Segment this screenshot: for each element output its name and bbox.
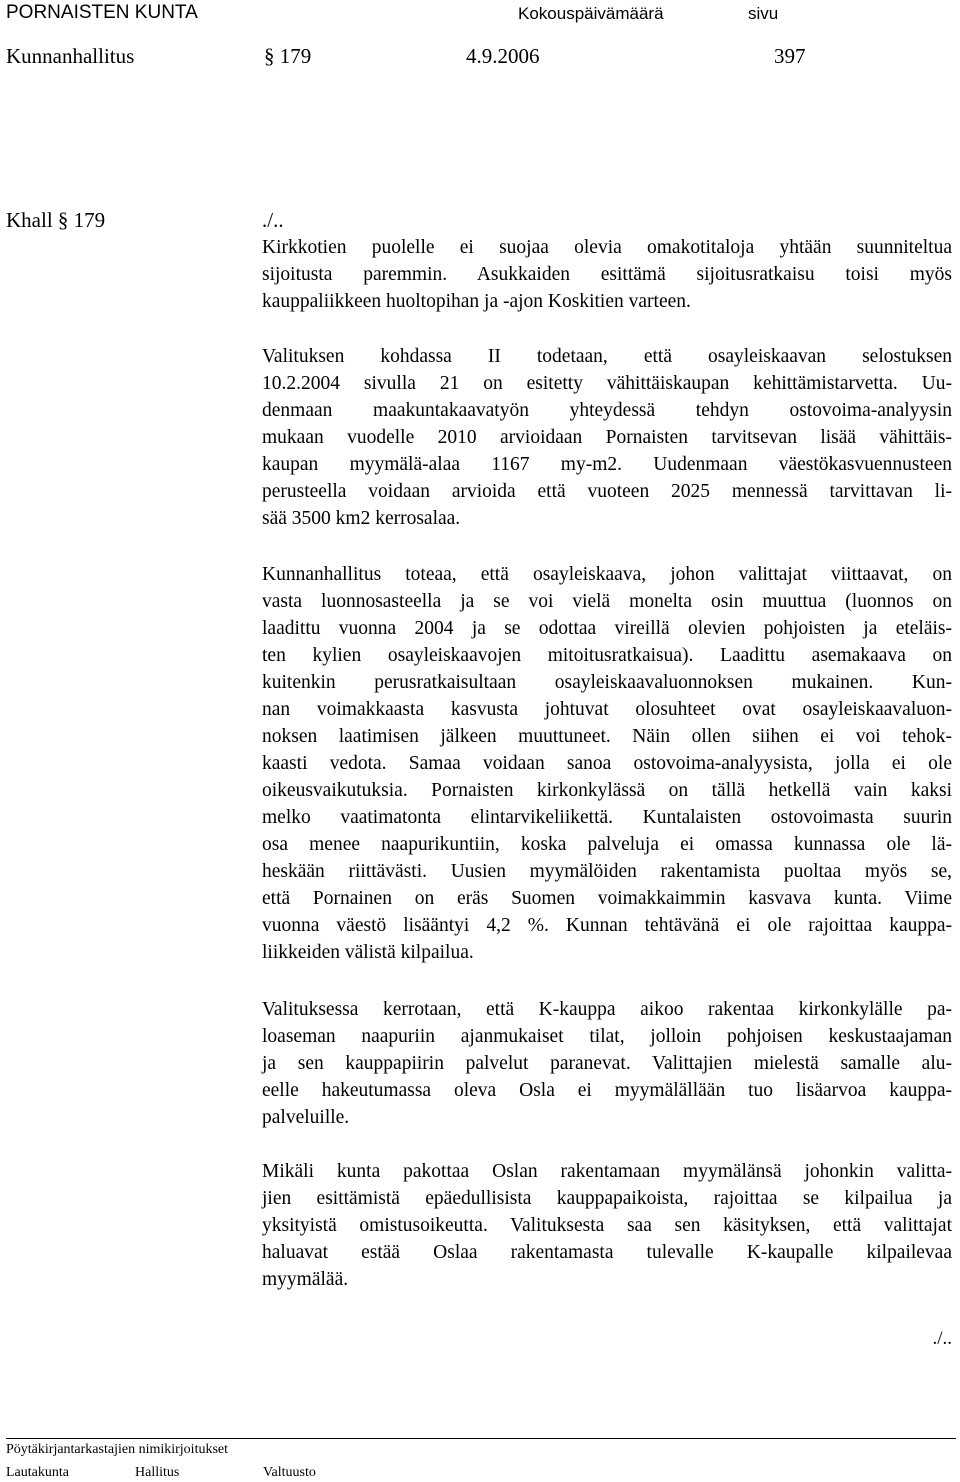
section-number: § 179 xyxy=(264,44,312,68)
paragraph-line: jien esittämistä epäedullisista kauppapaikoista, rajoittaa se kilpailua ja xyxy=(262,1188,952,1209)
paragraph-line: osa menee naapurikuntiin, koska palveluja ei omassa kunnassa ole lä- xyxy=(262,834,952,855)
paragraph-line: ja sen kauppapiirin palvelut paranevat. Valittajien mielestä samalle alu- xyxy=(262,1053,952,1074)
paragraph-line: noksen laatimisen jälkeen muuttuneet. Näin ollen siihen ei voi tehok- xyxy=(262,726,952,747)
paragraph-line: heskään riittävästi. Uusien myymälöiden rakentamista puoltaa myös se, xyxy=(262,861,952,882)
paragraph-line: vuonna väestö lisääntyi 4,2 %. Kunnan tehtävänä ei ole rajoittaa kauppa- xyxy=(262,915,952,936)
organization-name: PORNAISTEN KUNTA xyxy=(6,2,198,23)
paragraph-line: eelle hakeutumassa oleva Osla ei myymälällään tuo lisäarvoa kauppa- xyxy=(262,1080,952,1101)
paragraph-line: palveluille. xyxy=(262,1107,350,1128)
paragraph-line: Valituksen kohdassa II todetaan, että osayleiskaavan selostuksen xyxy=(262,346,952,367)
paragraph-line: mukaan vuodelle 2010 arvioidaan Pornaisten tarvitsevan lisää vähittäis- xyxy=(262,427,952,448)
footer-divider xyxy=(6,1438,956,1439)
continuation-marker-bottom: ./.. xyxy=(932,1328,952,1349)
signature-lautakunta: Lautakunta xyxy=(6,1465,69,1480)
paragraph-line: Kunnanhallitus toteaa, että osayleiskaava, johon valittajat viittaavat, on xyxy=(262,564,952,585)
meeting-date: 4.9.2006 xyxy=(466,44,540,68)
paragraph-line: 10.2.2004 sivulla 21 on esitetty vähittäiskaupan kehittämistarvetta. Uu- xyxy=(262,373,952,394)
paragraph-4 xyxy=(262,996,952,1131)
paragraph-line: Mikäli kunta pakottaa Oslan rakentamaan myymälänsä johonkin valitta- xyxy=(262,1161,952,1182)
paragraph-line: ten kylien osayleiskaavojen mitoitusratkaisua). Laadittu asemakaava on xyxy=(262,645,952,666)
footer-signatures-title: Pöytäkirjantarkastajien nimikirjoitukset xyxy=(6,1442,229,1457)
paragraph-line: perusteella voidaan arvioida että vuoteen 2025 mennessä tarvittavan li- xyxy=(262,481,952,502)
paragraph-line: kaasti vedota. Samaa voidaan sanoa ostovoima-analyysista, jolla ei ole xyxy=(262,753,952,774)
paragraph-line: myymälää. xyxy=(262,1269,349,1290)
paragraph-line: kuitenkin perusratkaisultaan osayleiskaavaluonnoksen mukainen. Kun- xyxy=(262,672,952,693)
paragraph-line: Kirkkotien puolelle ei suojaa olevia omakotitaloja yhtään suunniteltua xyxy=(262,237,952,258)
paragraph-line: melko vaatimatonta elintarvikeliikettä. Kuntalaisten ostovoimasta suurin xyxy=(262,807,952,828)
paragraph-line: kaupan myymälä-alaa 1167 my-m2. Uudenmaan väestökasvuennusteen xyxy=(262,454,952,475)
governing-body-name: Kunnanhallitus xyxy=(6,44,135,68)
paragraph-line: nan voimakkaasta kasvusta johtuvat olosuhteet ovat osayleiskaavaluon- xyxy=(262,699,952,720)
page-label: sivu xyxy=(748,4,779,23)
paragraph-line: loaseman naapuriin ajanmukaiset tilat, jolloin pohjoisen keskustaajaman xyxy=(262,1026,952,1047)
paragraph-2 xyxy=(262,343,952,532)
paragraph-line: yksityistä omistusoikeutta. Valituksesta saa sen käsityksen, että valittajat xyxy=(262,1215,952,1236)
paragraph-line: liikkeiden välistä kilpailua. xyxy=(262,942,474,963)
continuation-marker-top: ./.. xyxy=(262,208,284,232)
paragraph-line: sää 3500 km2 kerrosalaa. xyxy=(262,508,461,529)
paragraph-line: denmaan maakuntakaavatyön yhteydessä tehdyn ostovoima-analyysin xyxy=(262,400,952,421)
paragraph-3 xyxy=(262,561,952,966)
paragraph-line: laadittu vuonna 2004 ja se odottaa vireillä olevien pohjoisten ja eteläis- xyxy=(262,618,952,639)
paragraph-line: haluavat estää Oslaa rakentamasta tulevalle K-kaupalle kilpailevaa xyxy=(262,1242,952,1263)
paragraph-line: kauppaliikkeen huoltopihan ja -ajon Koskitien varteen. xyxy=(262,291,691,312)
section-marker: Khall § 179 xyxy=(6,208,106,232)
paragraph-line: vasta luonnosasteella ja se voi vielä monelta osin muuttua (luonnos on xyxy=(262,591,952,612)
signature-valtuusto: Valtuusto xyxy=(263,1465,316,1480)
signature-hallitus: Hallitus xyxy=(135,1465,180,1480)
page-number: 397 xyxy=(774,44,806,68)
paragraph-line: Valituksessa kerrotaan, että K-kauppa aikoo rakentaa kirkonkylälle pa- xyxy=(262,999,952,1020)
paragraph-line: sijoitusta paremmin. Asukkaiden esittämä sijoitusratkaisu toisi myös xyxy=(262,264,952,285)
paragraph-1 xyxy=(262,234,952,315)
paragraph-line: että Pornainen on eräs Suomen voimakkaimmin kasvava kunta. Viime xyxy=(262,888,952,909)
meeting-date-label: Kokouspäivämäärä xyxy=(518,4,664,23)
paragraph-5 xyxy=(262,1158,952,1293)
paragraph-line: oikeusvaikutuksia. Pornaisten kirkonkylässä on tällä hetkellä vain kaksi xyxy=(262,780,952,801)
